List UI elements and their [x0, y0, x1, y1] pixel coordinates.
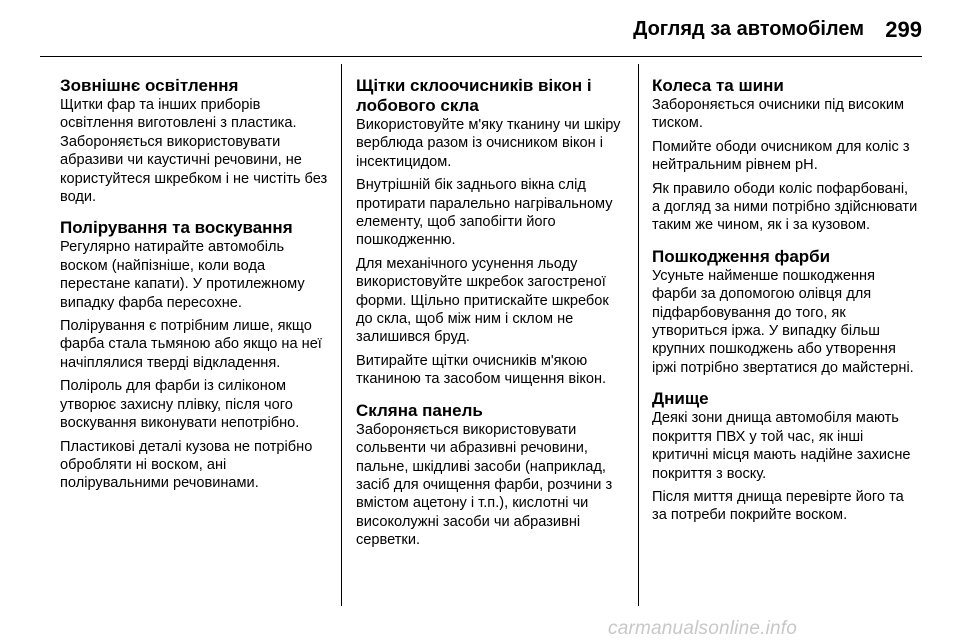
paragraph: Для механічного усунення льоду використовуйте шкребок загостреної форми. Щільно притискайте шкребок до скла, щоб між ним і склом не залишився бруд. [356, 255, 609, 346]
paragraph: Внутрішній бік заднього вікна слід протирати паралельно нагрівальному елементу, щоб запобігти його пошкодженню. [356, 177, 613, 249]
column-right [652, 76, 920, 530]
section-heading-underbody: Днище [652, 389, 709, 409]
watermark: carmanualsonline.info [608, 618, 798, 639]
paragraph: Деякі зони днища автомобіля мають покриття ПВХ у той час, як інші критичні місця мають надійне захисне покриття з воску. [652, 410, 911, 482]
column-middle [356, 76, 628, 555]
section-heading-glass-panel: Скляна панель [356, 400, 483, 420]
header-rule [40, 56, 922, 57]
section-heading-wipers: Щітки склоочисників вікон і лобового скла [356, 76, 592, 115]
column-divider [341, 64, 342, 606]
section-heading-exterior-lights: Зовнішнє освітлення [60, 76, 239, 95]
section-heading-paint-damage: Пошкодження фарби [652, 246, 831, 266]
paragraph: Витирайте щітки очисників м'якою тканиною та засобом чищення вікон. [356, 352, 607, 388]
paragraph: Забороняється використовувати сольвенти чи абразивні речовини, пальне, шкідливі засоби (наприклад, засіб для очищення фарби, розчини з вмістом ацетону і т.п.), кислотні чи високолужні засоби чи абразивні серветки. [356, 421, 613, 549]
paragraph: Усуньте найменше пошкодження фарби за допомогою олівця для підфарбовування до того, як утвориться іржа. У випадку більш крупних пошкоджень або утворення іржі потрібно звертатися до майстерні. [652, 267, 914, 376]
paragraph: Регулярно натирайте автомобіль воском (найпізніше, коли вода перестане капати). У протилежному випадку фарба пересохне. [60, 239, 305, 311]
page-number: 299 [885, 17, 922, 42]
page-header [0, 0, 960, 56]
paragraph: Пластикові деталі кузова не потрібно обробляти ні воском, ані полірувальними речовинами. [60, 438, 313, 492]
column-left [60, 76, 332, 498]
paragraph: Як правило ободи коліс пофарбовані, а догляд за ними потрібно здійснювати таким же чином, як і за кузовом. [652, 180, 918, 234]
page-title: Догляд за автомобілем [633, 18, 864, 40]
paragraph: Використовуйте м'яку тканину чи шкіру верблюда разом із очисником вікон і інсектицидом. [356, 117, 621, 170]
section-heading-polishing: Полірування та воскування [60, 218, 293, 238]
paragraph: Забороняється очисники під високим тиском. [652, 97, 905, 132]
column-divider [638, 64, 639, 606]
paragraph: Помийте ободи очисником для коліс з нейтральним рівнем pH. [652, 138, 910, 174]
paragraph: Полірування є потрібним лише, якщо фарба стала тьмяною або якщо на неї начіплялися тверді відкладення. [60, 318, 322, 371]
paragraph: Поліроль для фарби із силіконом утворює захисну плівку, після чого воскування виконувати непотрібно. [60, 378, 300, 432]
section-heading-wheels: Колеса та шини [652, 76, 784, 95]
paragraph: Щитки фар та інших приборів освітлення виготовлені з пластика. Забороняється використовувати абразиви чи каустичні речовини, не користуйтеся шкребком і не чистіть без води. [60, 97, 328, 206]
paragraph: Після миття днища перевірте його та за потреби покрийте воском. [652, 488, 904, 524]
